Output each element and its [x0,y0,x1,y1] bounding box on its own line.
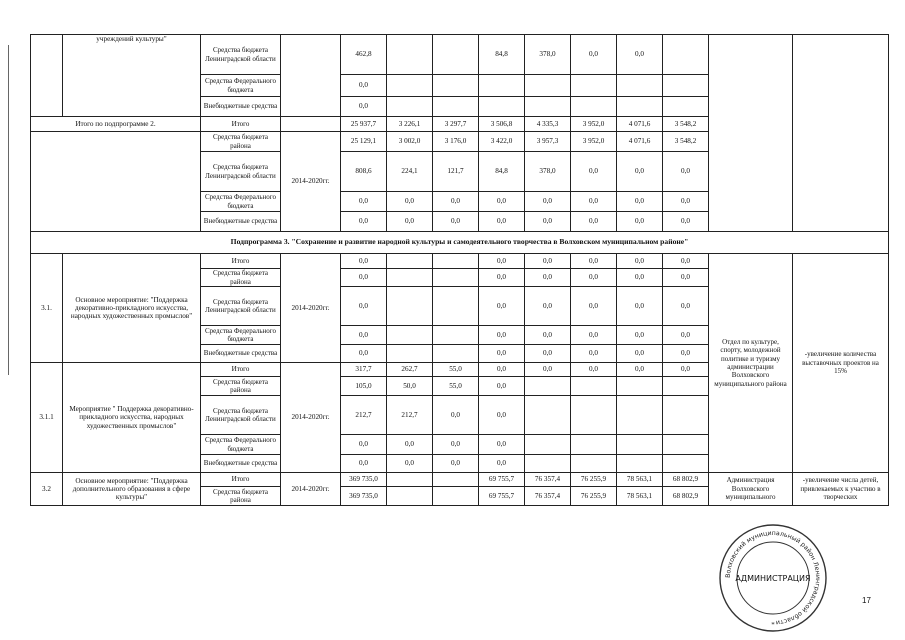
value-cell: 0,0 [571,35,617,75]
margin-line [8,45,9,375]
value-cell: 378,0 [525,152,571,192]
value-cell [387,254,433,269]
period-cell [281,35,341,117]
value-cell: 0,0 [663,152,709,192]
value-cell [387,345,433,363]
value-cell: 0,0 [341,269,387,287]
source-cell: Средства бюджета Ленинградской области [201,152,281,192]
source-cell: Средства бюджета района [201,487,281,506]
period-cell: 2014-2020гг. [281,254,341,363]
value-cell: 0,0 [571,192,617,212]
value-cell: 0,0 [387,435,433,455]
value-cell: 0,0 [571,326,617,345]
value-cell: 69 755,7 [479,473,525,487]
subprogram-header: Подпрограмма 3. "Сохранение и развитие народной культуры и самодеятельного творчества в Волховском муниципальном районе" [31,232,889,254]
value-cell: 0,0 [617,152,663,192]
value-cell: 0,0 [525,287,571,326]
item-number: 3.1. [31,254,63,363]
value-cell: 0,0 [571,363,617,377]
result-cell: -увеличение количества выставочных проектов на 15% [793,254,889,473]
item-name: Основное мероприятие: "Поддержка дополнительного образования в сфере культуры" [63,473,201,506]
item-name: Основное мероприятие: "Поддержка декоративно-прикладного искусства, народных художественных промыслов" [63,254,201,363]
value-cell: 0,0 [525,326,571,345]
value-cell [525,396,571,435]
value-cell: 0,0 [479,396,525,435]
table-row [31,254,889,269]
source-cell: Внебюджетные средства [201,212,281,232]
source-cell: Средства бюджета Ленинградской области [201,396,281,435]
value-cell: 0,0 [479,363,525,377]
value-cell: 0,0 [479,435,525,455]
value-cell: 3 952,0 [571,117,617,132]
value-cell: 3 176,0 [433,132,479,152]
source-cell: Внебюджетные средства [201,345,281,363]
value-cell: 3 952,0 [571,132,617,152]
source-cell: Итого [201,363,281,377]
value-cell: 0,0 [663,254,709,269]
value-cell: 0,0 [341,287,387,326]
value-cell [525,75,571,97]
value-cell: 0,0 [617,287,663,326]
value-cell: 69 755,7 [479,487,525,506]
value-cell: 76 255,9 [571,487,617,506]
value-cell: 0,0 [525,345,571,363]
value-cell: 78 563,1 [617,487,663,506]
page-number: 17 [862,596,871,605]
value-cell: 0,0 [387,455,433,473]
value-cell: 25 129,1 [341,132,387,152]
value-cell [571,377,617,396]
value-cell: 0,0 [617,192,663,212]
value-cell: 0,0 [341,192,387,212]
value-cell: 0,0 [341,212,387,232]
value-cell [433,287,479,326]
value-cell: 0,0 [479,455,525,473]
source-cell: Средства Федерального бюджета [201,435,281,455]
value-cell: 0,0 [525,269,571,287]
value-cell [525,455,571,473]
value-cell: 0,0 [617,326,663,345]
responsible-cell: Администрация Волховского муниципального [709,473,793,506]
source-cell: Средства Федерального бюджета [201,75,281,97]
value-cell [663,435,709,455]
value-cell: 0,0 [617,363,663,377]
value-cell: 0,0 [387,192,433,212]
value-cell: 68 802,9 [663,473,709,487]
value-cell [617,377,663,396]
value-cell: 0,0 [617,212,663,232]
value-cell: 0,0 [571,287,617,326]
value-cell: 0,0 [479,326,525,345]
value-cell: 0,0 [479,192,525,212]
value-cell: 0,0 [663,212,709,232]
value-cell: 3 226,1 [387,117,433,132]
stamp-ring-text: Волховский муниципальный район Ленинградской области [724,529,822,626]
value-cell: 0,0 [433,396,479,435]
item-number: 3.2 [31,473,63,506]
value-cell [663,35,709,75]
svg-text:*: * [771,621,775,629]
value-cell [433,97,479,117]
value-cell: 0,0 [663,326,709,345]
item-number: 3.1.1 [31,363,63,473]
value-cell [663,97,709,117]
value-cell: 0,0 [571,345,617,363]
value-cell: 4 071,6 [617,117,663,132]
result-cell [793,35,889,232]
responsible-cell [709,35,793,232]
value-cell: 0,0 [341,75,387,97]
source-cell: Средства бюджета Ленинградской области [201,35,281,75]
value-cell: 0,0 [663,269,709,287]
source-cell: Средства бюджета Ленинградской области [201,287,281,326]
value-cell [617,455,663,473]
value-cell: 0,0 [479,345,525,363]
period-cell [281,117,341,132]
value-cell: 0,0 [479,212,525,232]
value-cell: 0,0 [617,35,663,75]
table-body [31,35,889,506]
value-cell: 0,0 [571,254,617,269]
value-cell [433,75,479,97]
value-cell: 3 548,2 [663,117,709,132]
value-cell [433,473,479,487]
value-cell: 25 937,7 [341,117,387,132]
value-cell [571,97,617,117]
value-cell: 212,7 [387,396,433,435]
official-stamp [718,523,828,633]
value-cell [433,487,479,506]
value-cell: 0,0 [663,287,709,326]
value-cell: 0,0 [479,287,525,326]
value-cell [617,75,663,97]
value-cell: 0,0 [341,326,387,345]
item-number [31,35,63,117]
value-cell [387,487,433,506]
value-cell [571,75,617,97]
value-cell: 224,1 [387,152,433,192]
value-cell [479,75,525,97]
value-cell [387,97,433,117]
value-cell: 78 563,1 [617,473,663,487]
value-cell: 0,0 [525,363,571,377]
value-cell: 121,7 [433,152,479,192]
value-cell [571,396,617,435]
value-cell: 76 357,4 [525,473,571,487]
source-cell: Средства бюджета района [201,377,281,396]
result-cell: -увеличение числа детей, привлекаемых к участию в творческих [793,473,889,506]
item-name: Мероприятие " Поддержка декоративно-прикладного искусства, народных художественных промыслов" [63,363,201,473]
value-cell: 105,0 [341,377,387,396]
value-cell [433,326,479,345]
value-cell: 0,0 [341,97,387,117]
value-cell: 0,0 [479,254,525,269]
value-cell: 808,6 [341,152,387,192]
value-cell: 68 802,9 [663,487,709,506]
value-cell [479,97,525,117]
value-cell: 0,0 [663,363,709,377]
value-cell [663,377,709,396]
value-cell [617,97,663,117]
value-cell [387,35,433,75]
value-cell [663,455,709,473]
source-cell: Средства Федерального бюджета [201,192,281,212]
value-cell: 0,0 [433,455,479,473]
source-cell: Средства Федерального бюджета [201,326,281,345]
value-cell: 262,7 [387,363,433,377]
value-cell: 0,0 [433,212,479,232]
source-cell: Итого [201,117,281,132]
table-row [31,473,889,487]
value-cell [387,75,433,97]
value-cell: 378,0 [525,35,571,75]
value-cell: 317,7 [341,363,387,377]
value-cell: 0,0 [341,455,387,473]
value-cell: 212,7 [341,396,387,435]
value-cell: 0,0 [617,269,663,287]
value-cell: 4 071,6 [617,132,663,152]
value-cell [617,435,663,455]
value-cell: 3 548,2 [663,132,709,152]
period-cell: 2014-2020гг. [281,473,341,506]
value-cell [387,269,433,287]
value-cell: 55,0 [433,377,479,396]
value-cell: 0,0 [525,212,571,232]
value-cell: 0,0 [571,152,617,192]
source-cell: Средства бюджета района [201,132,281,152]
value-cell: 0,0 [341,435,387,455]
value-cell: 0,0 [341,254,387,269]
value-cell [433,269,479,287]
value-cell: 0,0 [663,192,709,212]
value-cell [387,473,433,487]
value-cell: 3 506,8 [479,117,525,132]
value-cell [663,396,709,435]
value-cell: 369 735,0 [341,473,387,487]
budget-table [30,34,889,506]
value-cell [525,435,571,455]
value-cell: 0,0 [433,435,479,455]
value-cell [663,75,709,97]
total-label: Итого по подпрограмме 2. [31,117,201,132]
period-cell: 2014-2020гг. [281,132,341,232]
table-row [31,35,889,75]
value-cell: 76 255,9 [571,473,617,487]
source-cell: Итого [201,254,281,269]
value-cell: 0,0 [525,254,571,269]
value-cell [433,254,479,269]
value-cell: 55,0 [433,363,479,377]
table-row [31,232,889,254]
value-cell [387,326,433,345]
value-cell: 4 335,3 [525,117,571,132]
value-cell: 0,0 [617,254,663,269]
blank-cell [31,132,201,232]
source-cell: Внебюджетные средства [201,455,281,473]
value-cell: 76 357,4 [525,487,571,506]
value-cell [571,435,617,455]
value-cell: 0,0 [571,212,617,232]
value-cell: 50,0 [387,377,433,396]
value-cell: 0,0 [433,192,479,212]
value-cell: 84,8 [479,152,525,192]
value-cell: 3 422,0 [479,132,525,152]
value-cell: 462,8 [341,35,387,75]
value-cell [387,287,433,326]
value-cell [433,35,479,75]
value-cell [525,97,571,117]
value-cell: 0,0 [571,269,617,287]
stamp-center-text: АДМИНИСТРАЦИЯ [735,574,811,583]
item-name: учреждений культуры" [63,35,201,117]
value-cell: 0,0 [341,345,387,363]
value-cell [571,455,617,473]
value-cell: 0,0 [479,269,525,287]
value-cell [617,396,663,435]
value-cell: 3 002,0 [387,132,433,152]
value-cell: 3 297,7 [433,117,479,132]
value-cell [433,345,479,363]
value-cell: 0,0 [479,377,525,396]
value-cell: 369 735,0 [341,487,387,506]
value-cell [525,377,571,396]
period-cell: 2014-2020гг. [281,363,341,473]
value-cell: 0,0 [617,345,663,363]
source-cell: Итого [201,473,281,487]
value-cell: 3 957,3 [525,132,571,152]
source-cell: Внебюджетные средства [201,97,281,117]
value-cell: 84,8 [479,35,525,75]
value-cell: 0,0 [387,212,433,232]
source-cell: Средства бюджета района [201,269,281,287]
value-cell: 0,0 [663,345,709,363]
value-cell: 0,0 [525,192,571,212]
responsible-cell: Отдел по культуре, спорту, молодежной политике и туризму администрации Волховского муниципального района [709,254,793,473]
